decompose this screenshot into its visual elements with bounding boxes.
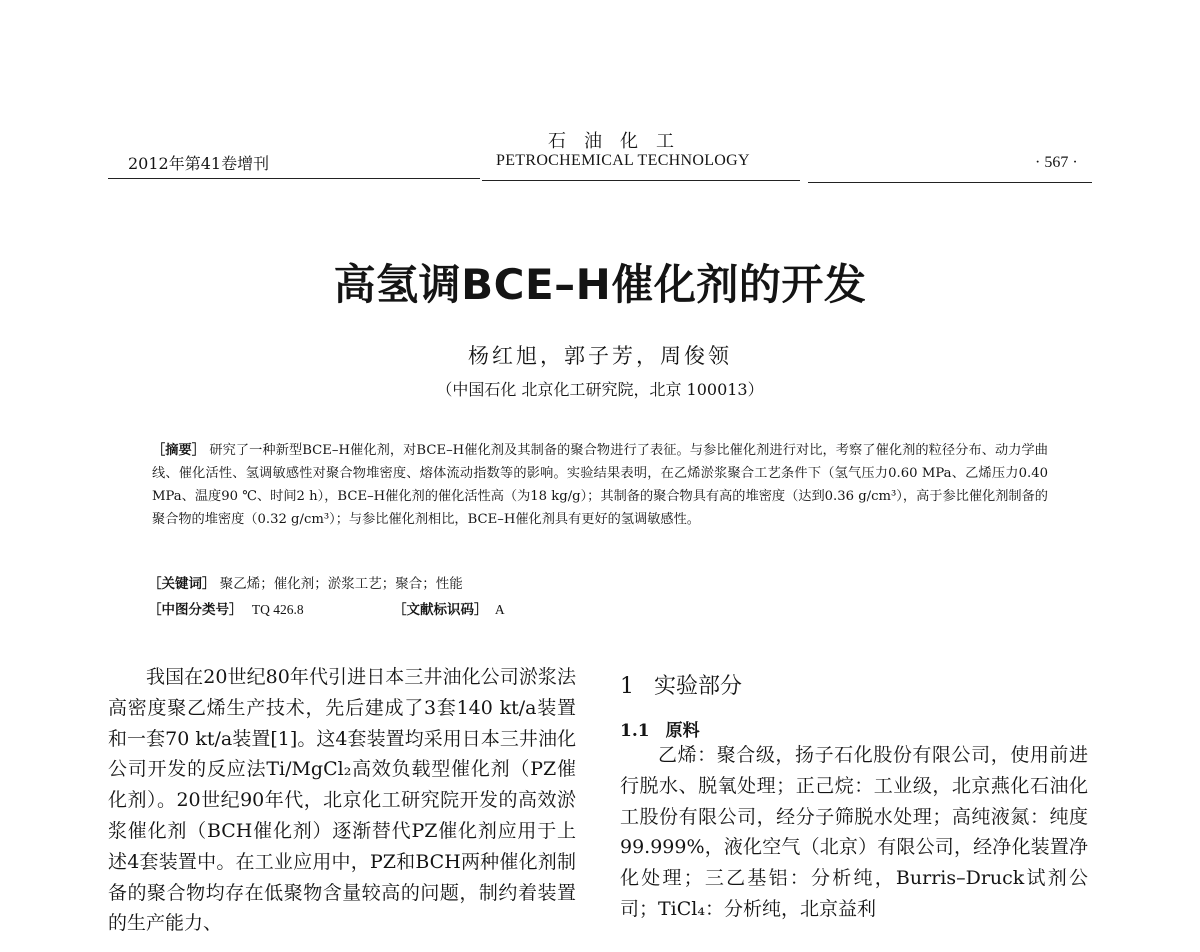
materials-paragraph: 乙烯：聚合级，扬子石化股份有限公司，使用前进行脱水、脱氧处理；正己烷：工业级，北京燕化石油化工股份有限公司，经分子筛脱水处理；高纯液氮：纯度99.999%，液化空气（北京）有限公司，经净化装置净化处理；三乙基铝：分析纯，Burris–Druck试剂公司；TiCl₄：分析纯，北京益利 xyxy=(620,744,1088,920)
doc-code-label: ［文献标识码］ xyxy=(393,602,488,618)
section-number: 1 xyxy=(620,674,634,699)
abstract-text: 研究了一种新型BCE–H催化剂，对BCE–H催化剂及其制备的聚合物进行了表征。与参比催化剂进行对比，考察了催化剂的粒径分布、动力学曲线、催化活性、氢调敏感性对聚合物堆密度、熔体流动指数等的影响。实验结果表明，在乙烯淤浆聚合工艺条件下（氢气压力0.60 MPa、乙烯压力0.40 MPa、温度90 ℃、时间2 h），BCE–H催化剂的催化活性高（为18 kg/g）；其制备的聚合物具有高的堆密度（达到0.36 g/cm³），高于参比催化剂制备的聚合物的堆密度（0.32 g/cm³）；与参比催化剂相比，BCE–H催化剂具有更好的氢调敏感性。 xyxy=(152,443,1048,527)
header-rule-center xyxy=(482,180,800,181)
intro-paragraph: 我国在20世纪80年代引进日本三井油化公司淤浆法高密度聚乙烯生产技术，先后建成了3套140 kt/a装置和一套70 kt/a装置[1]。这4套装置均采用日本三井油化公司开发的反应法Ti/MgCl₂高效负载型催化剂（PZ催化剂）。20世纪90年代，北京化工研究院开发的高效淤浆催化剂（BCH催化剂）逐渐替代PZ催化剂应用于上述4套装置中。在工业应用中，PZ和BCH两种催化剂制备的聚合物均存在低聚物含量较高的问题，制约着装置的生产能力、 xyxy=(108,666,576,935)
section-title: 实验部分 xyxy=(654,674,743,699)
doc-code-value: A xyxy=(494,602,505,617)
header-rule-right xyxy=(808,182,1092,183)
keywords-label: ［关键词］ xyxy=(148,576,216,592)
header-rule-left xyxy=(108,178,480,179)
affiliation: （中国石化 北京化工研究院，北京 100013） xyxy=(436,380,764,399)
author-list: 杨红旭，郭子芳，周俊领 xyxy=(468,344,732,368)
keywords-text: 聚乙烯；催化剂；淤浆工艺；聚合；性能 xyxy=(219,576,463,592)
clc-label: ［中图分类号］ xyxy=(148,602,243,618)
volume-info: 2012年第41卷增刊 xyxy=(128,154,270,173)
article-title: 高氢调BCE–H催化剂的开发 xyxy=(333,260,867,309)
keywords-line xyxy=(148,572,463,592)
journal-name-english: PETROCHEMICAL TECHNOLOGY xyxy=(496,152,750,169)
classification-line xyxy=(148,598,505,618)
journal-name-chinese: 石油化工 xyxy=(548,131,692,152)
subsection-title: 原料 xyxy=(665,721,700,741)
abstract-label: ［摘要］ xyxy=(152,443,206,458)
abstract xyxy=(152,439,1048,531)
subsection-number: 1.1 xyxy=(620,721,650,741)
page-number: · 567 · xyxy=(1035,154,1078,171)
subsection-heading xyxy=(620,716,700,741)
clc-value: TQ 426.8 xyxy=(251,602,304,617)
section-heading xyxy=(620,669,742,700)
